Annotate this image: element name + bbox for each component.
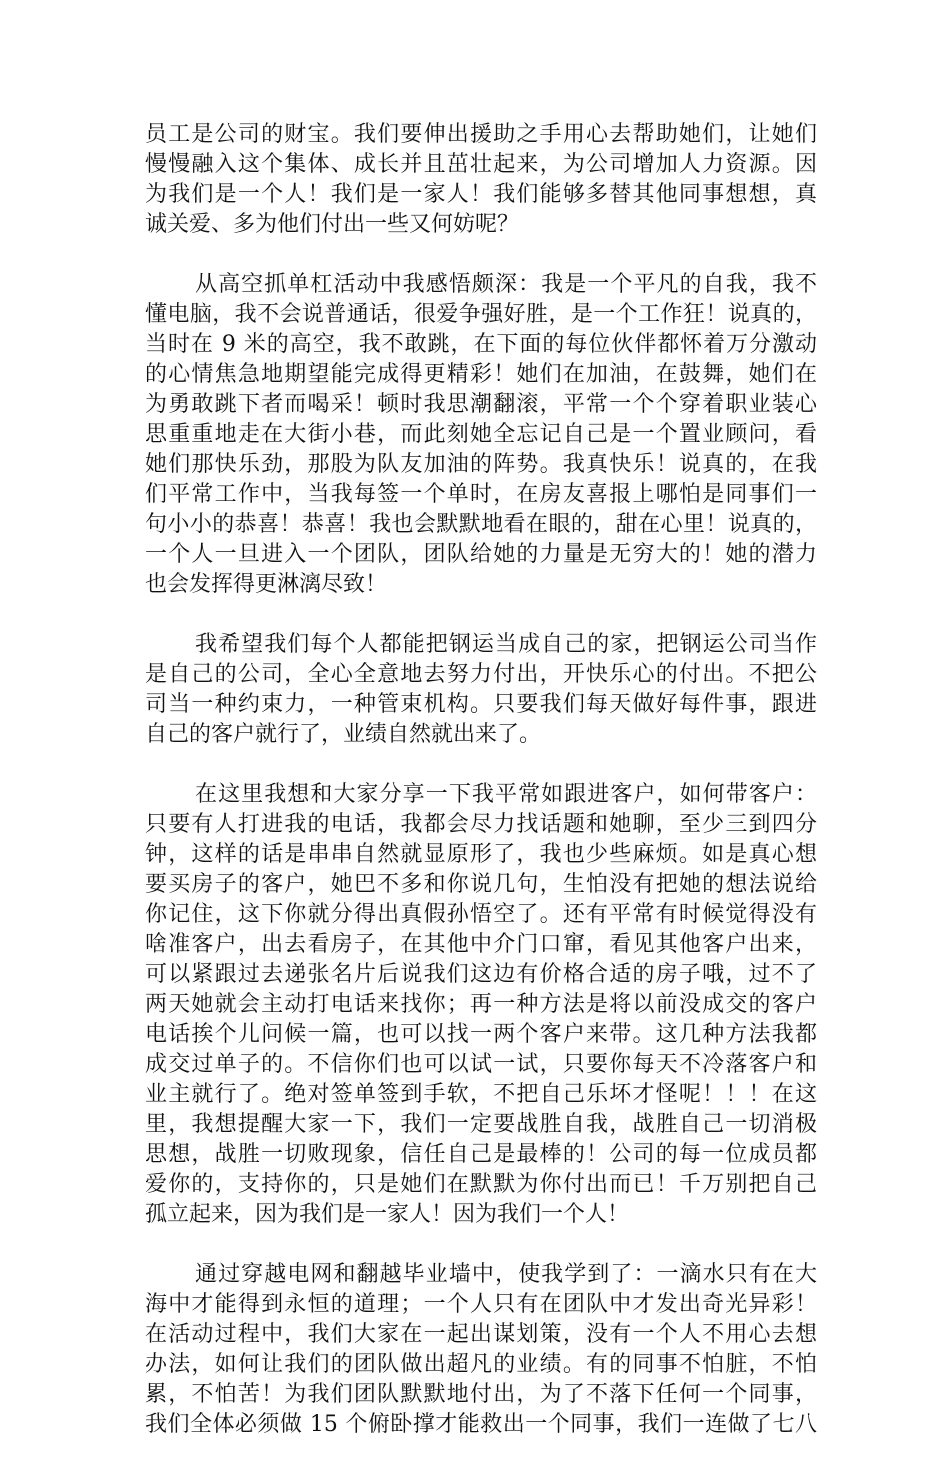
text-line: 思想，战胜一切败现象，信任自己是最棒的！公司的每一位成员都 [145, 1142, 817, 1167]
text-line: 可以紧跟过去递张名片后说我们这边有价格合适的房子哦，过不了 [145, 962, 817, 987]
text-line: 员工是公司的财宝。我们要伸出援助之手用心去帮助她们，让她们 [145, 122, 817, 147]
text-line: 为我们是一个人！我们是一家人！我们能够多替其他同事想想，真 [145, 182, 817, 207]
text-line: 里，我想提醒大家一下，我们一定要战胜自我，战胜自己一切消极 [145, 1112, 817, 1137]
text-line: 要买房子的客户，她巴不多和你说几句，生怕没有把她的想法说给 [145, 872, 817, 897]
text-line: 为勇敢跳下者而喝采！顿时我思潮翻滚，平常一个个穿着职业装心 [145, 392, 817, 417]
text-line: 业主就行了。绝对签单签到手软，不把自己乐坏才怪呢！！！在这 [145, 1082, 817, 1107]
paragraph-1 [145, 120, 817, 240]
text-line: 是自己的公司，全心全意地去努力付出，开快乐心的付出。不把公 [145, 662, 817, 687]
document-body [145, 120, 817, 1470]
text-line: 思重重地走在大街小巷，而此刻她全忘记自己是一个置业顾问，看 [145, 422, 817, 447]
text-line: 办法，如何让我们的团队做出超凡的业绩。有的同事不怕脏，不怕 [145, 1352, 817, 1377]
text-line: 自己的客户就行了，业绩自然就出来了。 [145, 722, 542, 747]
text-line: 在这里我想和大家分享一下我平常如跟进客户，如何带客户： [195, 782, 817, 807]
paragraph-5 [145, 1260, 817, 1440]
text-line: 我希望我们每个人都能把钢运当成自己的家，把钢运公司当作 [195, 632, 817, 657]
text-line: 们平常工作中，当我每签一个单时，在房友喜报上哪怕是同事们一 [145, 482, 817, 507]
text-line: 当时在 9 米的高空，我不敢跳，在下面的每位伙伴都怀着万分激动 [145, 332, 817, 357]
text-line: 在活动过程中，我们大家在一起出谋划策，没有一个人不用心去想 [145, 1322, 817, 1347]
text-line: 懂电脑，我不会说普通话，很爱争强好胜，是一个工作狂！说真的， [145, 302, 817, 327]
text-line: 通过穿越电网和翻越毕业墙中，使我学到了：一滴水只有在大 [195, 1262, 817, 1287]
text-line: 从高空抓单杠活动中我感悟颇深：我是一个平凡的自我，我不 [195, 272, 817, 297]
text-line: 的心情焦急地期望能完成得更精彩！她们在加油，在鼓舞，她们在 [145, 362, 817, 387]
text-line: 你记住，这下你就分得出真假孙悟空了。还有平常有时候觉得没有 [145, 902, 817, 927]
text-line: 电话挨个儿问候一篇，也可以找一两个客户来带。这几种方法我都 [145, 1022, 817, 1047]
text-line: 累，不怕苦！为我们团队默默地付出，为了不落下任何一个同事， [145, 1382, 817, 1407]
text-line: 也会发挥得更淋漓尽致！ [145, 572, 388, 597]
text-line: 海中才能得到永恒的道理；一个人只有在团队中才发出奇光异彩！ [145, 1292, 817, 1317]
text-line: 一个人一旦进入一个团队，团队给她的力量是无穷大的！她的潜力 [145, 542, 817, 567]
text-line: 慢慢融入这个集体、成长并且茁壮起来，为公司增加人力资源。因 [145, 152, 817, 177]
text-line: 孤立起来，因为我们是一家人！因为我们一个人！ [145, 1202, 630, 1227]
text-line: 句小小的恭喜！恭喜！我也会默默地看在眼的，甜在心里！说真的， [145, 512, 817, 537]
text-line: 啥准客户，出去看房子，在其他中介门口窜，看见其他客户出来， [145, 932, 817, 957]
text-line: 只要有人打进我的电话，我都会尽力找话题和她聊，至少三到四分 [145, 812, 817, 837]
paragraph-4 [145, 780, 817, 1230]
text-line: 两天她就会主动打电话来找你；再一种方法是将以前没成交的客户 [145, 992, 817, 1017]
text-line: 钟，这样的话是串串自然就显原形了，我也少些麻烦。如是真心想 [145, 842, 817, 867]
text-line: 我们全体必须做 15 个俯卧撑才能救出一个同事，我们一连做了七八 [145, 1412, 817, 1437]
paragraph-3 [145, 630, 817, 750]
paragraph-2 [145, 270, 817, 600]
text-line: 成交过单子的。不信你们也可以试一试，只要你每天不冷落客户和 [145, 1052, 817, 1077]
text-line: 她们那快乐劲，那股为队友加油的阵势。我真快乐！说真的，在我 [145, 452, 817, 477]
text-line: 司当一种约束力，一种管束机构。只要我们每天做好每件事，跟进 [145, 692, 817, 717]
text-line: 诚关爱、多为他们付出一些又何妨呢？ [145, 212, 520, 237]
text-line: 爱你的，支持你的，只是她们在默默为你付出而已！千万别把自己 [145, 1172, 817, 1197]
